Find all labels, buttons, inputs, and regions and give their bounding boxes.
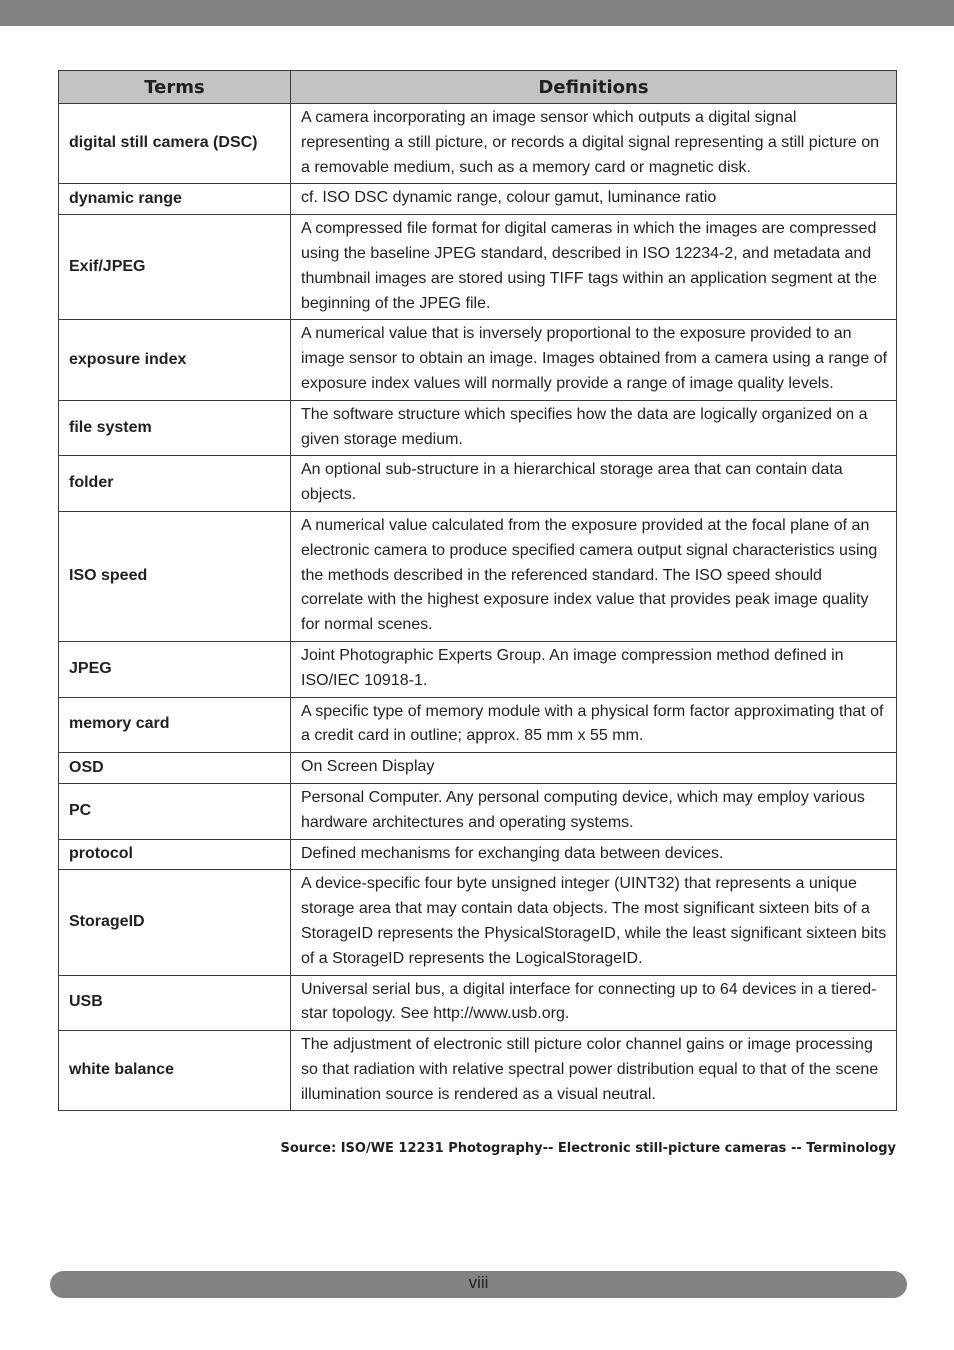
definition-cell: Joint Photographic Experts Group. An image compression method defined in ISO/IEC 10918-1. xyxy=(291,641,897,697)
term-cell: file system xyxy=(59,400,291,456)
table-row xyxy=(59,975,897,1031)
footer-bar xyxy=(50,1271,907,1298)
table-row xyxy=(59,215,897,320)
definition-cell: Personal Computer. Any personal computing device, which may employ various hardware architectures and operating systems. xyxy=(291,783,897,839)
page-number: viii xyxy=(468,1273,489,1292)
definition-cell: The software structure which specifies how the data are logically organized on a given storage medium. xyxy=(291,400,897,456)
table-row xyxy=(59,1031,897,1111)
term-cell: white balance xyxy=(59,1031,291,1111)
definitions-column-header: Definitions xyxy=(291,71,897,104)
term-cell: Exif/JPEG xyxy=(59,215,291,320)
term-cell: OSD xyxy=(59,753,291,784)
source-citation: Source: ISO/WE 12231 Photography-- Electronic still-picture cameras -- Terminology xyxy=(280,1141,896,1156)
table-row xyxy=(59,641,897,697)
term-cell: StorageID xyxy=(59,870,291,975)
table-row xyxy=(59,697,897,753)
term-cell: memory card xyxy=(59,697,291,753)
term-cell: folder xyxy=(59,456,291,512)
table-row xyxy=(59,456,897,512)
table-row xyxy=(59,104,897,184)
term-cell: ISO speed xyxy=(59,511,291,641)
terms-column-header: Terms xyxy=(59,71,291,104)
definition-cell: An optional sub-structure in a hierarchical storage area that can contain data objects. xyxy=(291,456,897,512)
term-cell: protocol xyxy=(59,839,291,870)
table-header-row xyxy=(59,71,897,104)
definition-cell: A specific type of memory module with a physical form factor approximating that of a credit card in outline; approx. 85 mm x 55 mm. xyxy=(291,697,897,753)
term-cell: dynamic range xyxy=(59,184,291,215)
table-body xyxy=(59,104,897,1111)
definition-cell: A device-specific four byte unsigned integer (UINT32) that represents a unique storage area that may contain data objects. The most significant sixteen bits of a StorageID represents the PhysicalStorageID, while the least significant sixteen bits of a StorageID represents the LogicalStorageID. xyxy=(291,870,897,975)
table-row xyxy=(59,839,897,870)
table-row xyxy=(59,184,897,215)
table-row xyxy=(59,870,897,975)
definition-cell: The adjustment of electronic still picture color channel gains or image processing so that radiation with relative spectral power distribution equal to that of the scene illumination source is rendered as a visual neutral. xyxy=(291,1031,897,1111)
term-cell: digital still camera (DSC) xyxy=(59,104,291,184)
definition-cell: A numerical value that is inversely proportional to the exposure provided to an image sensor to obtain an image. Images obtained from a camera using a range of exposure index values will normally provide a range of image quality levels. xyxy=(291,320,897,400)
table-row xyxy=(59,753,897,784)
table-row xyxy=(59,320,897,400)
term-cell: JPEG xyxy=(59,641,291,697)
definition-cell: Universal serial bus, a digital interface for connecting up to 64 devices in a tiered-star topology. See http://www.usb.org. xyxy=(291,975,897,1031)
glossary-table xyxy=(58,70,897,1111)
definition-cell: A numerical value calculated from the exposure provided at the focal plane of an electronic camera to produce specified camera output signal characteristics using the methods described in the referenced standard. The ISO speed should correlate with the highest exposure index value that provides peak image quality for normal scenes. xyxy=(291,511,897,641)
table-row xyxy=(59,400,897,456)
top-bar xyxy=(0,0,954,26)
table-row xyxy=(59,783,897,839)
definition-cell: A compressed file format for digital cameras in which the images are compressed using the baseline JPEG standard, described in ISO 12234-2, and metadata and thumbnail images are stored using TIFF tags within an application segment at the beginning of the JPEG file. xyxy=(291,215,897,320)
term-cell: PC xyxy=(59,783,291,839)
definition-cell: cf. ISO DSC dynamic range, colour gamut, luminance ratio xyxy=(291,184,897,215)
term-cell: exposure index xyxy=(59,320,291,400)
definition-cell: On Screen Display xyxy=(291,753,897,784)
term-cell: USB xyxy=(59,975,291,1031)
definition-cell: A camera incorporating an image sensor which outputs a digital signal representing a still picture, or records a digital signal representing a still picture on a removable medium, such as a memory card or magnetic disk. xyxy=(291,104,897,184)
table-row xyxy=(59,511,897,641)
definition-cell: Defined mechanisms for exchanging data between devices. xyxy=(291,839,897,870)
